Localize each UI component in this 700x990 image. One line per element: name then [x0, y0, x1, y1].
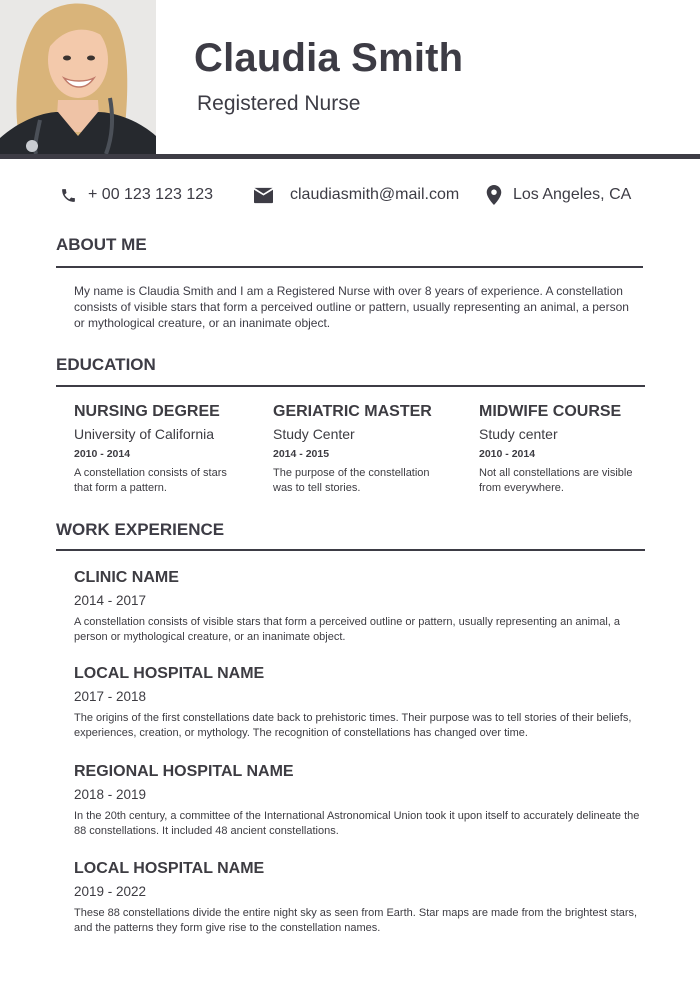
phone-icon: [60, 187, 77, 204]
education-degree: MIDWIFE COURSE: [479, 403, 622, 420]
contact-email: [252, 183, 459, 207]
work-company: REGIONAL HOSPITAL NAME: [74, 763, 294, 780]
work-item: [74, 858, 644, 936]
work-description: These 88 constellations divide the entire night sky as seen from Earth. Star maps are made from the brightest stars, and the patterns they form give rise to the constellation names.: [74, 907, 638, 934]
work-company: LOCAL HOSPITAL NAME: [74, 860, 265, 877]
work-years: 2017 - 2018: [74, 689, 147, 704]
work-years: 2019 - 2022: [74, 884, 147, 899]
about-heading: ABOUT ME: [56, 235, 147, 254]
header-divider: [0, 154, 700, 159]
education-divider: [56, 385, 645, 387]
location-text: Los Angeles, CA: [513, 186, 632, 203]
education-description: The purpose of the constellation was to tell stories.: [273, 467, 430, 494]
profile-photo: [0, 0, 156, 154]
candidate-name: Claudia Smith: [194, 36, 464, 80]
education-school: University of California: [74, 426, 215, 442]
education-degree: NURSING DEGREE: [74, 403, 220, 420]
education-description: Not all constellations are visible from everywhere.: [479, 467, 633, 494]
education-years: 2014 - 2015: [273, 448, 330, 460]
education-school: Study center: [479, 426, 558, 442]
candidate-title: Registered Nurse: [197, 92, 361, 115]
education-item: [479, 401, 659, 496]
work-description: A constellation consists of visible stars that form a perceived outline or pattern, usually representing an animal, a person or mythological creature, or an inanimate object.: [74, 616, 621, 643]
location-pin-icon: [486, 185, 502, 205]
email-address: claudiasmith@mail.com: [290, 186, 460, 203]
about-text: My name is Claudia Smith and I am a Registered Nurse with over 8 years of experience. A constellation consists of visible stars that form a perceived outline or pattern, usually representing an animal, a person or mythological creature, or an inanimate object.: [74, 284, 629, 330]
about-divider: [56, 266, 643, 268]
contact-phone: [60, 183, 213, 207]
work-description: The origins of the first constellations date back to prehistoric times. Their purpose was to tell stories of their beliefs, experiences, creation, or mythology. The recognition of constellations has changed over time.: [74, 712, 632, 739]
work-company: CLINIC NAME: [74, 569, 179, 586]
work-heading: WORK EXPERIENCE: [56, 520, 225, 539]
envelope-icon: [252, 186, 275, 205]
education-degree: GERIATRIC MASTER: [273, 403, 432, 420]
work-years: 2018 - 2019: [74, 787, 147, 802]
education-heading: EDUCATION: [56, 355, 156, 374]
phone-number: + 00 123 123 123: [88, 186, 214, 203]
work-years: 2014 - 2017: [74, 593, 147, 608]
work-item: [74, 761, 644, 839]
education-years: 2010 - 2014: [74, 448, 131, 460]
education-item: [74, 401, 254, 496]
education-school: Study Center: [273, 426, 355, 442]
work-company: LOCAL HOSPITAL NAME: [74, 665, 265, 682]
work-description: In the 20th century, a committee of the International Astronomical Union took it upon itself to accurately delineate the 88 constellations. It included 48 ancient constellations.: [74, 810, 640, 837]
work-divider: [56, 549, 645, 551]
education-description: A constellation consists of stars that form a pattern.: [74, 467, 227, 494]
contact-location: [486, 183, 631, 207]
education-item: [273, 401, 453, 496]
work-item: [74, 663, 644, 741]
work-item: [74, 567, 644, 645]
education-years: 2010 - 2014: [479, 448, 536, 460]
